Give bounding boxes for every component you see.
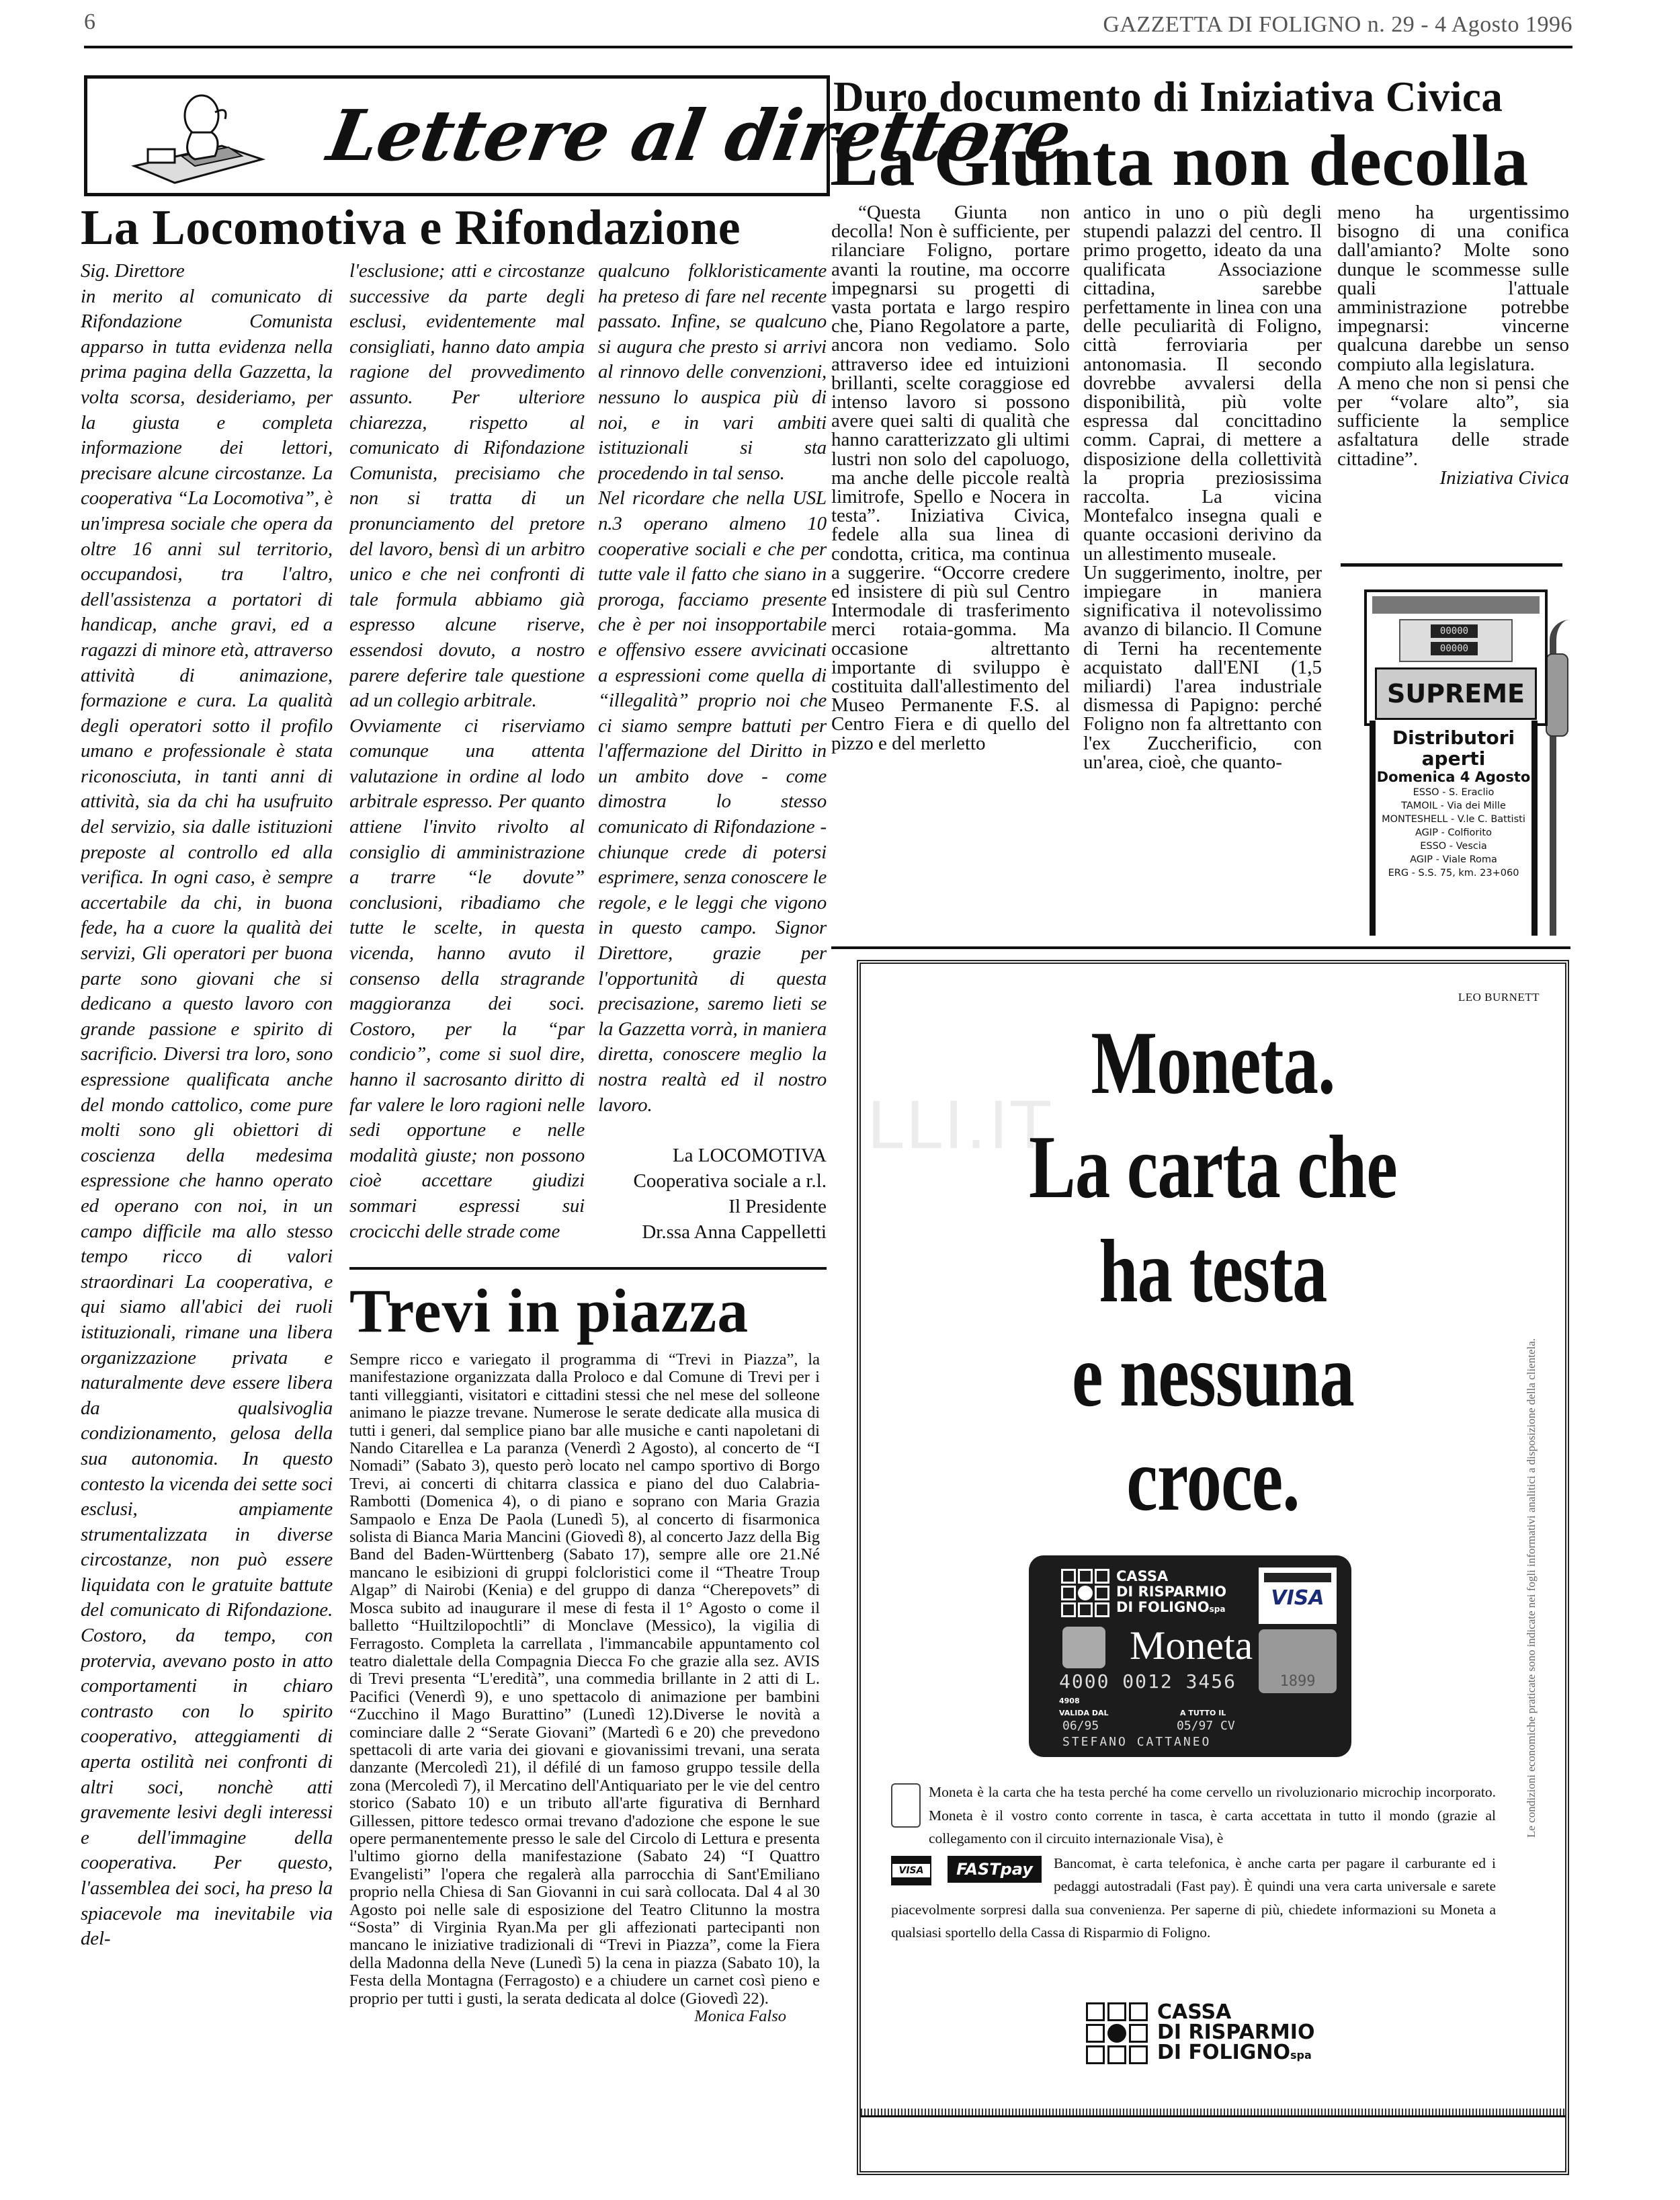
letter-column-2 (349, 259, 585, 1254)
giunta-text-1: “Questa Giunta non decolla! Non è sufficiente, per rilanciare Foligno, portare avanti la routine, ma occorre impegnarsi su progetti di vasta portata e largo respiro che, Piano Regolatore a parte, ancora non vediamo. Solo attraverso idee ed intuizioni brillanti, scelte coraggiose ed intenso lavoro si possono avere quei salti di qualità che hanno caratterizzato gli ultimi lustri non solo del capoluogo, ma anche delle piccole realtà limitrofe, Spello e Nocera in testa”. Iniziativa Civica, fedele alla sua linea di condotta, critica, ma continua a suggerire. “Occorre credere ed insistere di più sul Centro Intermodale di trasferimento merci rotaia-gomma. Ma occasione altrettanto importante di sviluppo è costituita dall'allestimento del Museo Permanente F.S. al Centro Fiera e di quello del pizzo e del merletto (831, 203, 1070, 754)
bank-logo (1061, 1569, 1226, 1617)
bank-grid-icon (1061, 1569, 1109, 1617)
fastpay-logo: FASTpay (948, 1856, 1042, 1883)
pump-digits: 00000 (1431, 624, 1478, 638)
valid-to-label: A TUTTO IL (1180, 1709, 1226, 1717)
trevi-headline: Trevi in piazza (349, 1276, 749, 1345)
card-holder: STEFANO CATTANEO (1062, 1735, 1212, 1749)
ad-top-rule (831, 946, 1570, 949)
pump-stripe (1372, 596, 1540, 614)
letter-column-1 (81, 259, 333, 2191)
ad-headline-line: croce. (1126, 1430, 1300, 1529)
credit-card (1029, 1555, 1351, 1757)
pump-date: Domenica 4 Agosto (1376, 769, 1531, 785)
letters-headline: La Locomotiva e Rifondazione (81, 202, 741, 254)
hologram: 1899 (1259, 1629, 1337, 1693)
pump-title: Distributori aperti (1392, 727, 1515, 770)
giunta-column-3 (1337, 203, 1569, 556)
letter-column-3 (598, 259, 827, 1136)
station-item: AGIP - Colfiorito (1415, 827, 1492, 838)
station-item: ESSO - Vescia (1420, 841, 1487, 852)
station-item: ERG - S.S. 75, km. 23+060 (1388, 868, 1519, 879)
page-number: 6 (84, 9, 95, 34)
giunta-kicker: Duro documento di Iniziativa Civica (833, 73, 1503, 120)
giunta-signature: Iniziativa Civica (1439, 466, 1569, 489)
ad-copy (891, 1781, 1496, 1945)
giunta-column-2 (1083, 203, 1322, 941)
ad-headline-line: ha testa (1099, 1221, 1327, 1321)
pump-top-rule (1341, 563, 1562, 567)
giunta-column-1 (831, 203, 1070, 941)
giunta-text-2: antico in uno o più degli stupendi palazzi del centro. Il primo progetto, ideato da una qualificata Associazione cittadina, sarebbe perfettamente in linea con una delle peculiarità di Foligno, città ferroviaria per antonomasia. Il secondo dovrebbe avvalersi della disponibilità, più volte espressa dal concittadino comm. Caprai, di mettere a disposizione della collettività la propria preziosissima raccolta. La vicina Montefalco insegna quali e quante occasioni derivino da un allestimento museale. Un suggerimento, inoltre, per impiegare in maniera significativa il notevolissimo avanzo di bilancio. Il Comune di Terni ha recentemente acquistato dall'ENI (1,5 miliardi) l'area industriale dismessa di Papigno: perché Foligno non fa altrettanto con l'ex Zuccherificio, con un'area, cioè, che quanto- (1083, 203, 1322, 773)
ad-copy-text-1: Moneta è la carta che ha testa perché ha come cervello un rivoluzionario microchip incorporato. Moneta è il vostro conto corrente in tasca, è carta accettata in tutto il mondo (grazie al collegamento con il circuito internazionale Visa), è (929, 1784, 1496, 1846)
bank-name-line: CASSA (1157, 2000, 1232, 2024)
station-item: AGIP - Viale Roma (1410, 854, 1497, 865)
letter-text-3: qualcuno folkloristicamente ha preteso di fare nel recente passato. Infine, se qualcuno si augura che presto si arrivi al rinnovo delle convenzioni, nessuno lo auspica più di noi, e in vari ambiti istituzionali si sta procedendo in tal senso. Nel ricordare che nella USL n.3 operano almeno 10 cooperative sociali e che per tutte vale il fatto che siano in proroga, facciamo presente che è per noi insopportabile e offensivo essere avvicinati a espressioni come quella di “illegalità” proprio noi che ci siamo sempre battuti per l'affermazione del Diritto in un ambito dove - come dimostra lo stesso comunicato di Rifondazione - chiunque crede di potersi esprimere, senza conoscere le regole, e le leggi che vigono in questo campo. Signor Direttore, grazie per l'opportunità di questa precisazione, saremo lieti se la Gazzetta vorrà, in maniera diretta, conoscere meglio la nostra realtà ed il nostro lavoro. (598, 260, 827, 1116)
signature-line: Cooperativa sociale a r.l. (633, 1170, 827, 1192)
pump-brand: SUPREME (1375, 667, 1537, 720)
valid-from-label: VALIDA DAL (1059, 1709, 1109, 1717)
pump-display (1399, 619, 1513, 662)
masthead: GAZZETTA DI FOLIGNO n. 29 - 4 Agosto 1996 (1103, 12, 1572, 37)
visa-logo: VISA (1259, 1567, 1337, 1624)
trevi-text: Sempre ricco e variegato il programma di “Trevi in Piazza”, la manifestazione organizzata dalla Proloco e dal Comune di Trevi per i tanti villeggianti, visitatori e cittadini stessi che nel mese del solleone animano le piazze trevane. Numerose le serate dedicate alla musica di tutti i generi, dal semplice piano bar alle musiche e canti napoletani di Nando Citarellea e La paranza (Venerdì 2 Agosto), al concerto de “I Nomadi” (Sabato 3), questo però locato nel campo sportivo di Borgo Trevi, ai concerti di chitarra classica e piano del duo Calabria-Rambotti (Domenica 4), o di piano e soprano con Maria Grazia Sampaolo e Enza De Paola (Lunedì 5), al concerto di fisarmonica solista di Bianca Maria Mancini (Giovedì 8), al concerto Jazz della Big Band del Baden-Württenberg (Sabato 17), sempre alle ore 21.Né mancano le esibizioni di gruppi folcloristici come il “Theatre Troup Algap” di Nairobi (Kenia) e del gruppo di danza “Cherepovets” di Mosca subito ad inaugurare il mese di festa il 1° Agosto o come il balletto “Huiltzilopochtli” di Monclave (Messico), la vigilia di Ferragosto. Completa la carrellata , l'immancabile appuntamento col teatro dialettale della Compagnia Diecca Fo che grazie alla sez. AVIS di Trevi presenta “L'eredità”, una commedia brillante in 2 atti di L. Pacifici (Venerdì 9), e uno spettacolo di animazione per bambini “Zucchino il Mago Burattino” (Lunedì 12).Diverse le novità a cominciare dalle 2 “Serate Giovani” (Martedì 6 e 20) che prevedono spettacoli di arte varia dei giovani e giovanissimi trevani, una serata danzante (Mercoledì 21), il défilé di un famoso gruppo tessile della zona (Mercoledì 7), il Mercatino dell'Antiquariato per le vie del centro storico (Sabato 10) e un tributo all'arte figurativa di Bernhard Gillessen, pittore tedesco ormai trevano d'adozione che espone le sue opere permanentemente presso le sale del Circolo di Lettura e presenta l'ultimo giorno della manifestazione (Sabato 24) “I Quattro Evangelisti” l'opera che regalerà alla parrocchia di Sant'Emiliano proprio nella Chiesa di San Giovanni in cui sarà collocata. Dal 4 al 30 Agosto poi nelle sale di esposizione del Teatro Clitunno la mostra “Sosta” di Virginia Ryan.Ma per gli affezionati partecipanti non mancano le iniziative tradizionali di “Trevi in Piazza”, come la Fiera della Madonna della Neve (Lunedì 5) la cena in piazza (Sabato 10), la Festa della Montagna (Ferragosto) e a chiudere un carnet così pieno e proprio per tutti i gusti, la serata dedicata al dolce (Giovedì 22). (349, 1351, 820, 2008)
bank-name-line: DI RISPARMIO (1157, 2021, 1315, 2044)
station-list (1376, 786, 1531, 880)
ad-headline (938, 1011, 1487, 1532)
ad-legal-note: Le condizioni economiche praticate sono indicate nei fogli informativi analitici a disposizione della clientela. (1525, 1338, 1538, 1838)
station-item: MONTESHELL - V.le C. Battisti (1382, 814, 1525, 825)
header-rule (84, 46, 1572, 48)
giunta-headline: La Giunta non decolla (830, 122, 1529, 200)
pump-digits: 00000 (1431, 642, 1478, 655)
bank-suffix: spa (1209, 1604, 1226, 1614)
bank-name (1157, 2002, 1314, 2066)
bank-name-line: DI FOLIGNO (1157, 2041, 1291, 2064)
letter-text-2: l'esclusione; atti e circostanze successive da parte degli esclusi, evidentemente mal consigliati, hanno dato ampia ragione del provvedimento assunto. Per ulteriore chiarezza, rispetto al comunicato di Rifondazione Comunista, precisiamo che non si tratta di un pronunciamento del pretore del lavoro, bensì di un arbitro unico e che nei confronti di tale formula abbiamo già espresso alcune riserve, essendosi dovuto, a nostro parere deferire tale questione ad un collegio arbitrale. Ovviamente ci riserviamo comunque una attenta valutazione in ordine al lodo arbitrale espresso. Per quanto attiene l'invito rivolto al consiglio di amministrazione a trarre “le dovute” conclusioni, ribadiamo che tutte le scelte, in questa vicenda, hanno avuto il consenso della stragrande maggioranza dei soci. Costoro, per la “par condicio”, come si suol dire, hanno il sacrosanto diritto di far valere le loro ragioni nelle sedi opportune e nelle modalità giuste; non possono cioè accettare giudizi sommari espressi sui crocicchi delle strade come (349, 260, 585, 1242)
pump-body (1370, 721, 1538, 936)
bank-name-line: CASSA (1116, 1568, 1169, 1584)
giunta-text-3: meno ha urgentissimo bisogno di una conifica dall'amianto? Molte sono dunque le scommesse sulle quali l'attuale amministrazione potrebbe impegnarsi: vincerne qualcuna darebbe un senso compiuto alla legislatura. A meno che non si pensi che per “volare alto”, sia sufficiente la semplice asfaltatura delle strade cittadine”. (1337, 203, 1569, 470)
watermark: LLI.IT (867, 1088, 1053, 1164)
card-product-name: Moneta (1130, 1623, 1253, 1668)
section-title: Lettere al direttore (322, 94, 1077, 177)
signature-line: Il Presidente (728, 1196, 827, 1217)
trevi-rule (349, 1267, 827, 1270)
chip-icon (1062, 1627, 1105, 1668)
gas-stations-box (1351, 579, 1572, 939)
trevi-article (349, 1351, 820, 2185)
chip-outline-icon (891, 1783, 921, 1828)
bank-name-line: DI FOLIGNO (1116, 1599, 1210, 1615)
payment-logos (891, 1856, 1042, 1885)
ad-headline-line: Moneta. (1091, 1013, 1335, 1112)
signature-line: La LOCOMOTIVA (672, 1145, 827, 1166)
ad-headline-line: e nessuna (1072, 1326, 1354, 1425)
bank-grid-icon (1086, 2002, 1148, 2064)
ad-copy-text-2: Bancomat, è carta telefonica, è anche carta per pagare il carburante ed i pedaggi autostradali (Fast pay). È quindi una vera carta universale e sarete piacevolmente sorpresi dalla sua convenienza. Per saperne di più, chiedete informazioni su Moneta a qualsiasi sportello della Cassa di Risparmio di Foligno. (891, 1855, 1496, 1941)
card-number: 4000 0012 3456 (1059, 1670, 1237, 1693)
letter-signature (598, 1143, 827, 1257)
writer-illustration-icon (128, 92, 276, 186)
bank-footer-logo (1086, 2002, 1314, 2066)
letters-section-banner (84, 75, 1077, 196)
card-code: 4908 (1059, 1697, 1080, 1705)
moneta-advertisement (857, 960, 1569, 2175)
station-item: ESSO - S. Eraclio (1413, 787, 1495, 798)
nozzle-icon (1546, 653, 1568, 737)
bank-suffix: spa (1290, 2049, 1312, 2062)
ad-agency: LEO BURNETT (1458, 991, 1540, 1004)
trevi-byline: Monica Falso (694, 2007, 786, 2026)
station-item: TAMOIL - Via dei Mille (1401, 801, 1506, 811)
visa-mini-logo: VISA (891, 1856, 931, 1885)
bank-name-line: DI RISPARMIO (1116, 1584, 1227, 1600)
valid-to: 05/97 CV (1177, 1719, 1235, 1733)
letter-text-1: Sig. Direttore in merito al comunicato di Rifondazione Comunista apparso in tutta evidenza nella prima pagina della Gazzetta, la volta scorsa, desideriamo, per la giusta e completa informazione dei lettori, precisare alcune circostanze. La cooperativa “La Locomotiva”, è un'impresa sociale che opera da oltre 16 anni sul territorio, occupandosi, tra l'altro, dell'assistenza a portatori di handicap, anche gravi, ed a ragazzi di minore età, attraverso attività di animazione, formazione e cura. La qualità degli operatori sotto il profilo umano e professionale è stata riconosciuta, in tanti anni di attività, sia da chi ha usufruito del servizio, sia dalle istituzioni preposte al controllo ed alla verifica. In ogni caso, è sempre accertabile da chi, in buona fede, ha a cuore la qualità dei servizi, Gli operatori per buona parte sono giovani che si dedicano a questo lavoro con grande passione e spirito di sacrificio. Diversi tra loro, sono espressione qualificata anche del mondo cattolico, come pure molti sono gli obiettori di coscienza della medesima espressione che hanno operato ed operano con noi, in un campo difficile ma allo stesso tempo ricco di valori straordinari La cooperativa, e qui siamo all'abici dei ruoli istituzionali, rimane una libera organizzazione privata e naturalmente deve essere libera da qualsivoglia condizionamento, gelosa della sua autonomia. In questo contesto la vicenda dei sette soci esclusi, ampiamente strumentalizzata in diverse circostanze, non può essere liquidata con le gratuite battute del comunicato di Rifondazione. Costoro, da tempo, con protervia, avevano posto in atto comportamenti in chiaro contrasto con lo spirito cooperativo, atteggiamenti di aperta ostilità nei confronti di altri soci, nonchè atti gravemente lesivi degli interessi e dell'immagine della cooperativa. Per questo, l'assemblea dei soci, ha preso la spiacevole ma inevitabile via del- (81, 260, 333, 1950)
valid-from: 06/95 (1062, 1719, 1099, 1733)
pump-head (1364, 589, 1548, 726)
ad-bottom-rule (861, 2109, 1565, 2117)
bank-name (1116, 1569, 1226, 1617)
ad-headline-line: La carta che (1029, 1117, 1397, 1217)
signature-line: Dr.ssa Anna Cappelletti (642, 1221, 827, 1243)
